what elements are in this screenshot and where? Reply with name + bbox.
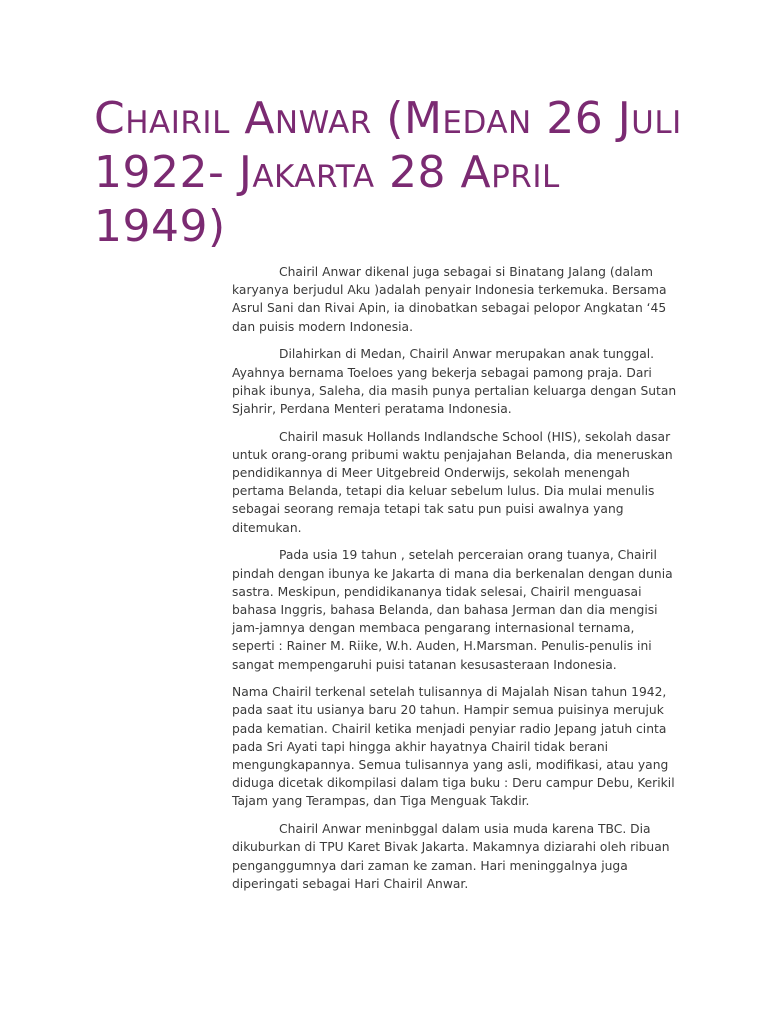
paragraph-jakarta: Pada usia 19 tahun , setelah perceraian orang tuanya, Chairil pindah dengan ibunya ke Jakarta di mana dia berkenalan dengan dunia sastra. Meskipun, pendidikananya tidak selesai, Chairil menguasai bahasa Inggris, bahasa Belanda, dan bahasa Jerman dan dia mengisi jam-jamnya dengan membaca pengarang internasional ternama, seperti : Rainer M. Riike, W.h. Auden, H.Marsman. Penulis-penulis ini sangat mempengaruhi puisi tatanan kesusasteraan Indonesia. <box>232 548 673 672</box>
article-body <box>232 263 680 903</box>
paragraph-death: Chairil Anwar meninbggal dalam usia muda karena TBC. Dia dikuburkan di TPU Karet Bivak Jakarta. Makamnya diziarahi oleh ribuan penganggumnya dari zaman ke zaman. Hari meninggalnya juga diperingati sebagai Hari Chairil Anwar. <box>232 822 670 891</box>
paragraph-intro: Chairil Anwar dikenal juga sebagai si Binatang Jalang (dalam karyanya berjudul Aku )adalah penyair Indonesia terkemuka. Bersama Asrul Sani dan Rivai Apin, ia dinobatkan sebagai pelopor Angkatan ‘45 dan puisis modern Indonesia. <box>232 265 667 334</box>
paragraph-birth: Dilahirkan di Medan, Chairil Anwar merupakan anak tunggal. Ayahnya bernama Toeloes yang bekerja sebagai pamong praja. Dari pihak ibunya, Saleha, dia masih punya pertalian keluarga dengan Sutan Sjahrir, Perdana Menteri peratama Indonesia. <box>232 347 677 416</box>
paragraph-career: Nama Chairil terkenal setelah tulisannya di Majalah Nisan tahun 1942, pada saat itu usianya baru 20 tahun. Hampir semua puisinya merujuk pada kematian. Chairil ketika menjadi penyiar radio Jepang jatuh cinta pada Sri Ayati tapi hingga akhir hayatnya Chairil tidak berani mengungkapannya. Semua tulisannya yang asli, modifikasi, atau yang diduga dicetak dikompilasi dalam tiga buku : Deru campur Debu, Kerikil Tajam yang Terampas, dan Tiga Menguak Takdir. <box>232 685 675 809</box>
page-title: Chairil Anwar (Medan 26 Juli 1922- Jakarta 28 April 1949) <box>94 93 682 252</box>
paragraph-education: Chairil masuk Hollands Indlandsche School (HIS), sekolah dasar untuk orang-orang pribumi waktu penjajahan Belanda, dia meneruskan pendidikannya di Meer Uitgebreid Onderwijs, sekolah menengah pertama Belanda, tetapi dia keluar sebelum lulus. Dia mulai menulis sebagai seorang remaja tetapi tak satu pun puisi awalnya yang ditemukan. <box>232 429 673 535</box>
